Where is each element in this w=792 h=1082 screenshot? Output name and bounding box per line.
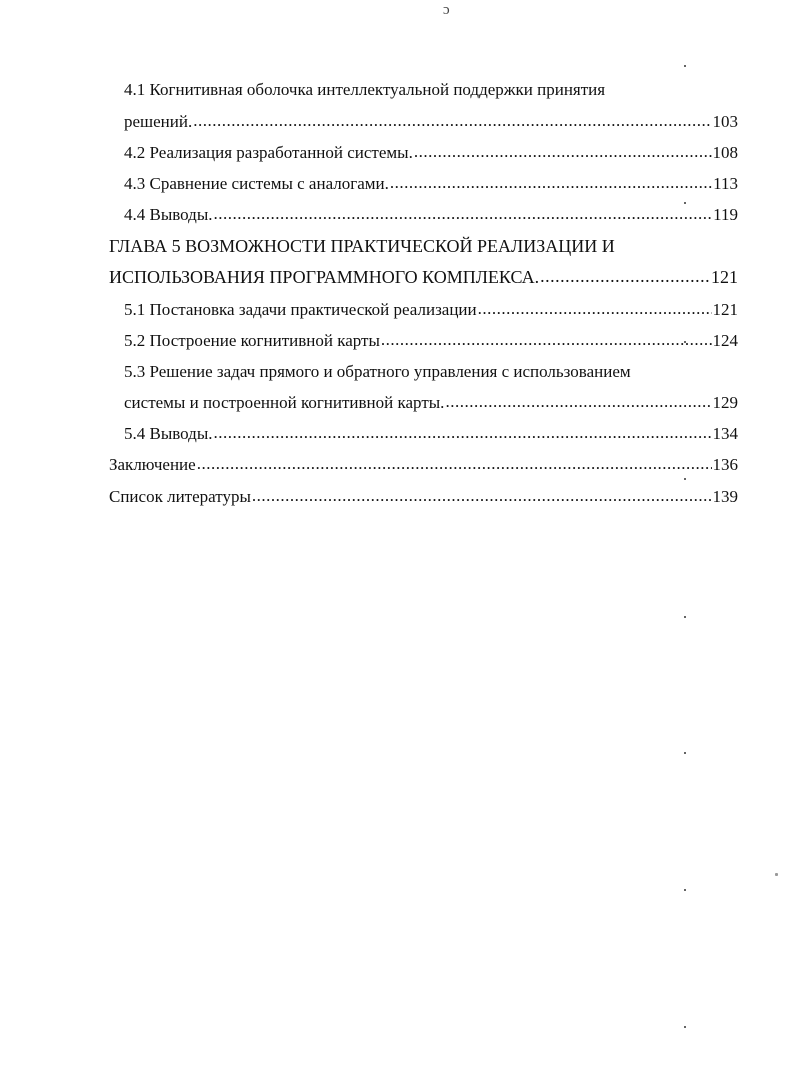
scan-speck bbox=[684, 478, 686, 480]
toc-page-number: 134 bbox=[712, 424, 738, 443]
toc-entry-5-3-line1 bbox=[0, 356, 792, 387]
toc-leader-dots bbox=[214, 198, 713, 229]
toc-leader-dots bbox=[540, 261, 710, 292]
toc-leader-dots bbox=[193, 105, 711, 136]
scan-speck bbox=[684, 752, 686, 754]
toc-entry-4-1[interactable] bbox=[124, 106, 738, 137]
toc-page-number: 129 bbox=[712, 393, 738, 412]
toc-entry-label: 4.3 Сравнение системы с аналогами. bbox=[124, 174, 389, 193]
toc-entry-label: системы и построенной когнитивной карты. bbox=[124, 393, 445, 412]
toc-leader-dots bbox=[445, 386, 711, 417]
toc-leader-dots bbox=[197, 448, 712, 479]
toc-page-number: 113 bbox=[713, 174, 738, 193]
toc-page-number: 103 bbox=[712, 112, 738, 131]
toc-entry-5-4[interactable] bbox=[124, 418, 738, 449]
toc-page-number: 136 bbox=[712, 455, 738, 474]
toc-entry-4-2[interactable] bbox=[124, 137, 738, 168]
toc-leader-dots bbox=[252, 480, 712, 511]
toc-chapter-5[interactable] bbox=[109, 262, 738, 293]
toc-entry-5-3[interactable] bbox=[124, 387, 738, 418]
toc-entry-label: Список литературы bbox=[109, 487, 251, 506]
scan-speck bbox=[684, 202, 686, 204]
scan-speck bbox=[684, 341, 686, 343]
toc-leader-dots bbox=[381, 324, 712, 355]
toc-entry-conclusion[interactable] bbox=[109, 449, 738, 480]
toc-entry-5-1[interactable] bbox=[124, 294, 738, 325]
scan-speck bbox=[684, 889, 686, 891]
scan-speck bbox=[684, 65, 686, 67]
page-mark: ɔ bbox=[443, 2, 450, 18]
scan-speck bbox=[684, 616, 686, 618]
toc-entry-label: 5.3 Решение задач прямого и обратного управления с использованием bbox=[124, 362, 631, 381]
toc-entry-4-1-line1 bbox=[0, 74, 792, 105]
toc-chapter-label: ИСПОЛЬЗОВАНИЯ ПРОГРАММНОГО КОМПЛЕКСА. bbox=[109, 267, 540, 287]
toc-entry-label: 4.1 Когнитивная оболочка интеллектуальной поддержки принятия bbox=[124, 80, 606, 99]
toc-page-number: 119 bbox=[713, 205, 738, 224]
toc-entry-references[interactable] bbox=[109, 481, 738, 512]
toc-entry-4-4[interactable] bbox=[124, 199, 738, 230]
toc-leader-dots bbox=[214, 417, 712, 448]
toc-entry-label: 4.2 Реализация разработанной системы. bbox=[124, 143, 413, 162]
toc-page-number: 121 bbox=[712, 300, 738, 319]
toc-entry-5-2[interactable] bbox=[124, 325, 738, 356]
toc-entry-label: решений. bbox=[124, 112, 193, 131]
scan-speck bbox=[684, 1026, 686, 1028]
toc-page-number: 124 bbox=[712, 331, 738, 350]
toc-entry-label: 5.4 Выводы. bbox=[124, 424, 213, 443]
toc-page-number: 108 bbox=[712, 143, 738, 162]
toc-entry-label: 5.2 Построение когнитивной карты bbox=[124, 331, 380, 350]
toc-leader-dots bbox=[414, 136, 712, 167]
toc-chapter-5-line1 bbox=[0, 231, 792, 262]
toc-entry-label: Заключение bbox=[109, 455, 196, 474]
toc-page-number: 121 bbox=[711, 267, 738, 287]
toc-entry-4-3[interactable] bbox=[124, 168, 738, 199]
scan-speck bbox=[775, 873, 778, 876]
toc-chapter-label: ГЛАВА 5 ВОЗМОЖНОСТИ ПРАКТИЧЕСКОЙ РЕАЛИЗАЦИИ И bbox=[109, 236, 615, 256]
toc-entry-label: 5.1 Постановка задачи практической реализации bbox=[124, 300, 477, 319]
toc-leader-dots bbox=[390, 167, 712, 198]
toc-leader-dots bbox=[478, 293, 712, 324]
toc-page-number: 139 bbox=[712, 487, 738, 506]
toc-entry-label: 4.4 Выводы. bbox=[124, 205, 213, 224]
